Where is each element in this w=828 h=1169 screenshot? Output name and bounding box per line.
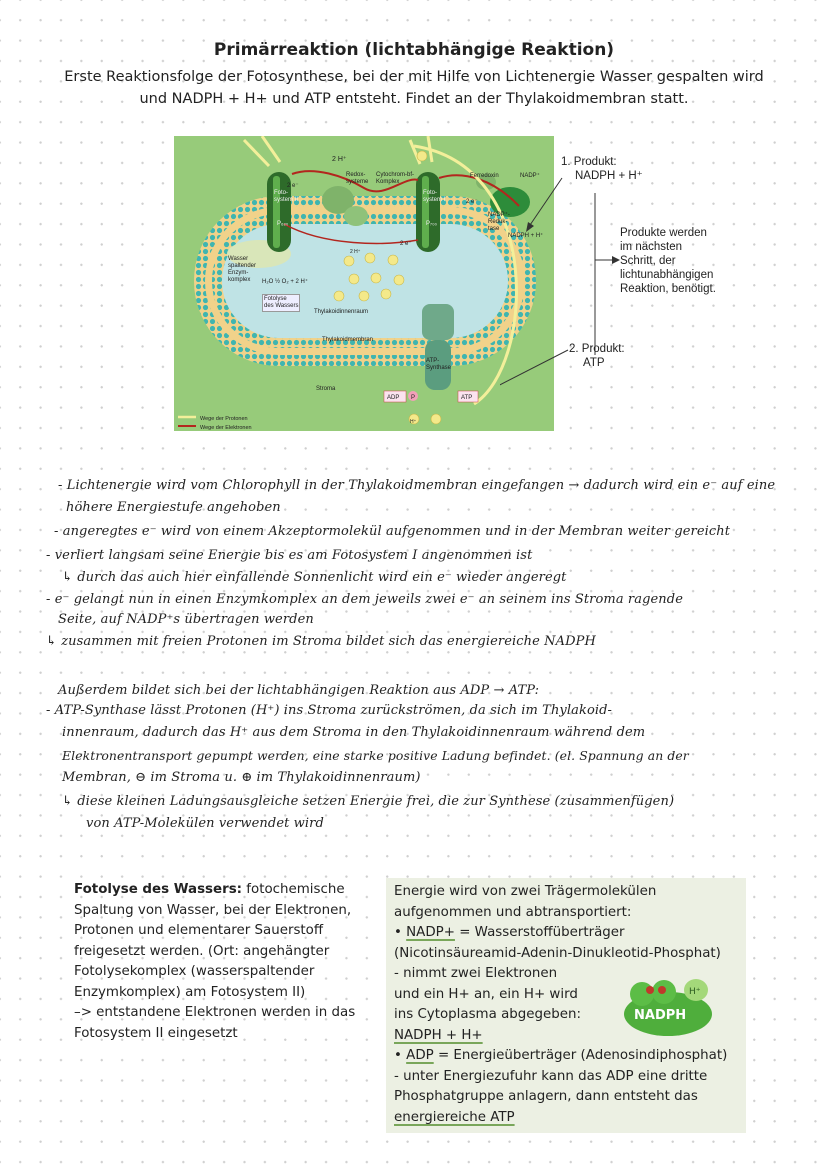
fotolyse-text-2: –> entstandene Elektronen werden in das Fotosystem II eingesetzt <box>74 1005 356 1041</box>
label-thylakoidinnenraum: Thylakoidinnenraum <box>314 309 369 315</box>
nadp-entry: • NADP+ = Wasserstoffüberträger (Nicotinsäureamid-Adenin-Dinukleotid-Phosphat) <box>394 925 721 961</box>
label-nadph-h: NADPH + H⁺ <box>508 233 544 239</box>
note-line: Elektronentransport gepumpt werden, eine starke positive Ladung befindet. (el. Spannung an der <box>62 748 689 763</box>
product1-title: 1. Produkt: <box>561 156 617 168</box>
nadph-result: NADPH + H+ <box>394 1027 483 1043</box>
label-cytochrom: Cytochrom-bf- Komplex <box>376 172 415 185</box>
adp-term: ADP <box>406 1048 434 1063</box>
label-2h-lumen: 2 H⁺ <box>350 249 361 255</box>
legend-protons: Wege der Protonen <box>200 416 248 422</box>
note-line: ↳ diese kleinen Ladungsausgleiche setzen Energie frei, die zur Synthese (zusammenfügen) <box>62 794 675 809</box>
note-line: ↳ durch das auch hier einfallende Sonnenlicht wird ein e⁻ wieder angeregt <box>62 570 567 585</box>
nadp-line: ins Cytoplasma abgegeben: <box>394 1007 581 1022</box>
note-line: - verliert langsam seine Energie bis es am Fotosystem I angenommen ist <box>46 548 533 563</box>
note-line: - ATP-Synthase lässt Protonen (H⁺) ins Stroma zurückströmen, da sich im Thylakoid- <box>46 703 613 718</box>
adp-def: = Energieüberträger (Adenosindiphosphat) <box>433 1048 728 1063</box>
page-subtitle: Erste Reaktionsfolge der Fotosynthese, bei der mit Hilfe von Lichtenergie Wasser gespalten wird und NADPH + H+ und ATP entsteht. Findet an der Thylakoidmembran statt. <box>64 69 764 107</box>
carrier-box <box>386 878 746 1133</box>
label-nadp-plus: NADP⁺ <box>520 173 540 179</box>
product2-value: ATP <box>583 357 605 369</box>
note-line: Membran, ⊖ im Stroma u. ⊕ im Thylakoidinnenraum) <box>62 770 421 785</box>
atp-synthase <box>422 304 454 340</box>
label-2e-2: 2 e⁻ <box>466 199 478 205</box>
label-atp-synthase: ATP- Synthase <box>426 358 452 371</box>
adp-line: - unter Energiezufuhr kann das ADP eine dritte Phosphatgruppe anlagern, dann entsteht das <box>394 1068 708 1104</box>
label-fotolyse: Fotolyse des Wassers <box>262 294 300 312</box>
label-reduktase: NADP⁺- Reduk- tase <box>488 212 510 232</box>
note-line: ↳ zusammen mit freien Protonen im Stroma bildet sich das energiereiche NADPH <box>46 634 596 649</box>
nadp-line: und ein H+ an, ein H+ wird <box>394 986 578 1002</box>
product2-title: 2. Produkt: <box>569 343 625 355</box>
note-line: von ATP-Molekülen verwendet wird <box>86 816 324 831</box>
label-p700: P₇₀₀ <box>426 221 438 227</box>
annotation-arrows <box>500 150 630 410</box>
page-title: Primärreaktion (lichtabhängige Reaktion) <box>213 40 615 60</box>
label-h-plus: H⁺ <box>410 419 417 425</box>
label-redox: Redox- systeme <box>346 172 369 185</box>
label-p: P <box>411 395 416 401</box>
nadp-def: = Wasserstoffüberträger (Nicotinsäureamid-Adenin-Dinukleotid-Phosphat) <box>394 925 721 961</box>
label-water-eq: H₂O ½ O₂ + 2 H⁺ <box>262 279 309 285</box>
label-adp: ADP <box>387 395 400 401</box>
nadph-molecule-icon <box>618 976 718 1038</box>
nadp-line: - nimmt zwei Elektronen <box>394 966 558 981</box>
label-2e-3: 2 e⁻ <box>400 241 412 247</box>
note-line: höhere Energiestufe angehoben <box>66 500 281 515</box>
adp-entry: • ADP = Energieüberträger (Adenosindiphosphat) <box>394 1048 728 1063</box>
note-line: innenraum, dadurch das H⁺ aus dem Stroma in den Thylakoidinnenraum während dem <box>62 725 646 740</box>
label-two-h: 2 H⁺ <box>332 156 347 163</box>
note-line: - angeregtes e⁻ wird von einem Akzeptormolekül aufgenommen und in der Membran weiter gereicht <box>54 524 731 539</box>
nadph-badge-label: NADPH <box>634 1008 687 1023</box>
note-line: - e⁻ gelangt nun in einen Enzymkomplex an dem jeweils zwei e⁻ an seinem ins Stroma ragende <box>46 592 683 607</box>
label-thylakoidmembran: Thylakoidmembran <box>322 337 374 343</box>
fotolyse-heading: Fotolyse des Wassers: <box>74 882 243 897</box>
label-atp: ATP <box>461 395 473 401</box>
label-fotosystem-2: Foto- system II <box>274 190 299 203</box>
atp-result: energiereiche ATP <box>394 1109 515 1125</box>
label-ferredoxin: Ferredoxin <box>470 173 499 179</box>
nadp-term: NADP+ <box>406 925 455 940</box>
legend-electrons: Wege der Elektronen <box>200 425 252 431</box>
thylakoid-diagram <box>174 136 554 431</box>
note-line: - Lichtenergie wird vom Chlorophyll in der Thylakoidmembran eingefangen → dadurch wird ein e⁻ auf eine <box>58 478 776 493</box>
note-line: Außerdem bildet sich bei der lichtabhängigen Reaktion aus ADP → ATP: <box>58 683 540 698</box>
nadph-badge-h: H⁺ <box>689 987 701 997</box>
products-note: Produkte werden im nächsten Schritt, der lichtunabhängigen Reaktion, benötigt. <box>620 227 716 295</box>
note-line: Seite, auf NADP⁺s übertragen werden <box>58 612 314 627</box>
label-wasser-komplex: Wasser spaltender Enzym- komplex <box>228 256 257 283</box>
label-fotosystem-1: Foto- system I <box>423 190 446 203</box>
fotolyse-box <box>74 880 369 1044</box>
product1-value: NADPH + H⁺ <box>575 170 643 182</box>
label-2e-1: 2 e⁻ <box>287 183 299 189</box>
label-p680: P₆₈₀ <box>277 221 289 227</box>
label-stroma: Stroma <box>316 386 336 392</box>
carrier-intro: Energie wird von zwei Trägermolekülen aufgenommen und abtransportiert: <box>394 884 657 920</box>
fotolyse-text: fotochemische Spaltung von Wasser, bei der Elektronen, Protonen und elementarer Sauerstoff freigesetzt werden. (Ort: angehängter Fotolysekomplex (wasserspaltender Enzymkomplex) am Fotosystem II) <box>74 882 352 1000</box>
